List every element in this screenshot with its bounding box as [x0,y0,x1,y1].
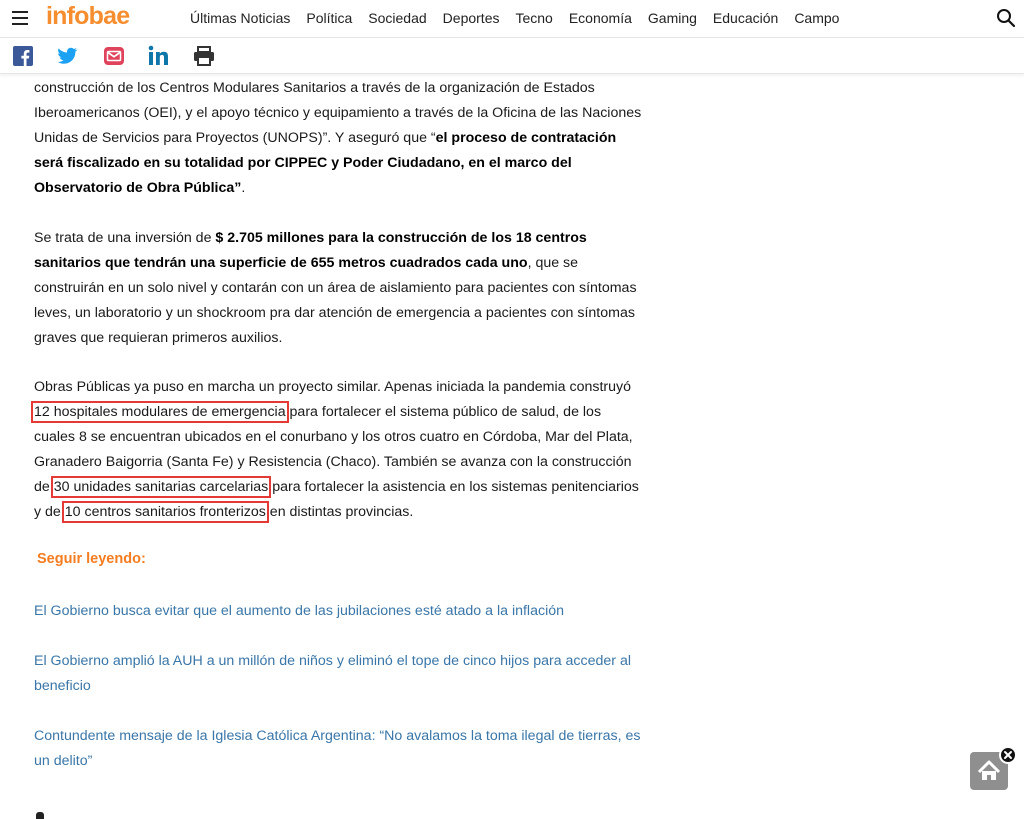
paragraph [34,226,644,351]
section-nav [190,10,855,26]
nav-item-educacion[interactable]: Educación [712,10,779,26]
article-body [34,74,644,550]
nav-item-deportes[interactable]: Deportes [442,10,500,26]
print-icon[interactable] [193,45,215,67]
keep-reading-heading: Seguir leyendo: [37,551,146,567]
nav-item-economia[interactable]: Economía [568,10,632,26]
highlighted-phrase: 10 centros sanitarios fronterizos [64,504,266,520]
nav-item-gaming[interactable]: Gaming [647,10,697,26]
linkedin-icon[interactable] [148,45,170,67]
bold-text: el proceso de contratación será fiscalizado en su totalidad por CIPPEC y Poder Ciudadano, en el marco del Observatorio de Obra Pública” [34,130,617,196]
paragraph [34,375,644,525]
text: en distintas provincias. [265,504,414,520]
highlighted-phrase: 12 hospitales modulares de emergencia [34,404,286,420]
email-icon[interactable] [103,45,125,67]
nav-item-ultimas-noticias[interactable]: Últimas Noticias [190,10,291,26]
twitter-icon[interactable] [56,45,78,67]
share-bar [0,38,1024,74]
related-links [34,599,654,799]
nav-item-campo[interactable]: Campo [794,10,840,26]
text: para fortalecer el sistema público de salud, de los cuales 8 se encuentran ubicados en el conurbano y los otros cuatro en Córdoba, Mar del Plata, Granadero Baigorria (Santa Fe) y Resistencia (Chaco). También se avanza con la construcción de [34,404,633,495]
facebook-icon[interactable] [12,45,34,67]
bold-text: $ 2.705 millones para la construcción de los 18 centros sanitarios que tendrán una superficie de 655 metros cuadrados cada uno [34,229,587,271]
menu-icon[interactable] [12,11,28,25]
text: Obras Públicas ya puso en marcha un proyecto similar. Apenas iniciada la pandemia construyó [34,379,631,395]
text: , que se construirán en un solo nivel y contarán con un área de aislamiento para pacientes con síntomas leves, un laboratorio y un shockroom pra dar atención de emergencia a pacientes con síntomas graves que requieran primeros auxilios. [34,254,637,346]
nav-item-sociedad[interactable]: Sociedad [368,10,427,26]
related-link[interactable]: El Gobierno busca evitar que el aumento de las jubilaciones esté atado a la inflación [34,603,565,619]
partial-content-glyph [36,812,44,819]
nav-item-tecno[interactable]: Tecno [515,10,553,26]
top-navigation-bar [0,0,1024,38]
text: construcción de los Centros Modulares Sanitarios a través de la organización de Estados Iberoamericanos (OEI), y el apoyo técnico y equipamiento a través de la Oficina de las Naciones Unidas de Servicios para Proyectos (UNOPS)”. Y aseguró que “ [34,80,642,146]
highlighted-phrase: 30 unidades sanitarias carcelarias [53,479,269,495]
close-widget-button[interactable] [999,746,1017,764]
close-icon [1001,748,1015,762]
related-link[interactable]: El Gobierno amplió la AUH a un millón de niños y eliminó el tope de cinco hijos para acceder al beneficio [34,653,631,694]
related-link[interactable]: Contundente mensaje de la Iglesia Católica Argentina: “No avalamos la toma ilegal de tierras, es un delito” [34,728,641,769]
text: . [241,180,246,196]
text: para fortalecer la asistencia en los sistemas penitenciarios y de [34,479,639,520]
text: Se trata de una inversión de [34,229,216,246]
site-logo[interactable]: infobae [46,2,130,30]
paragraph [34,76,644,201]
nav-item-politica[interactable]: Política [306,10,353,26]
search-icon[interactable] [996,8,1016,28]
